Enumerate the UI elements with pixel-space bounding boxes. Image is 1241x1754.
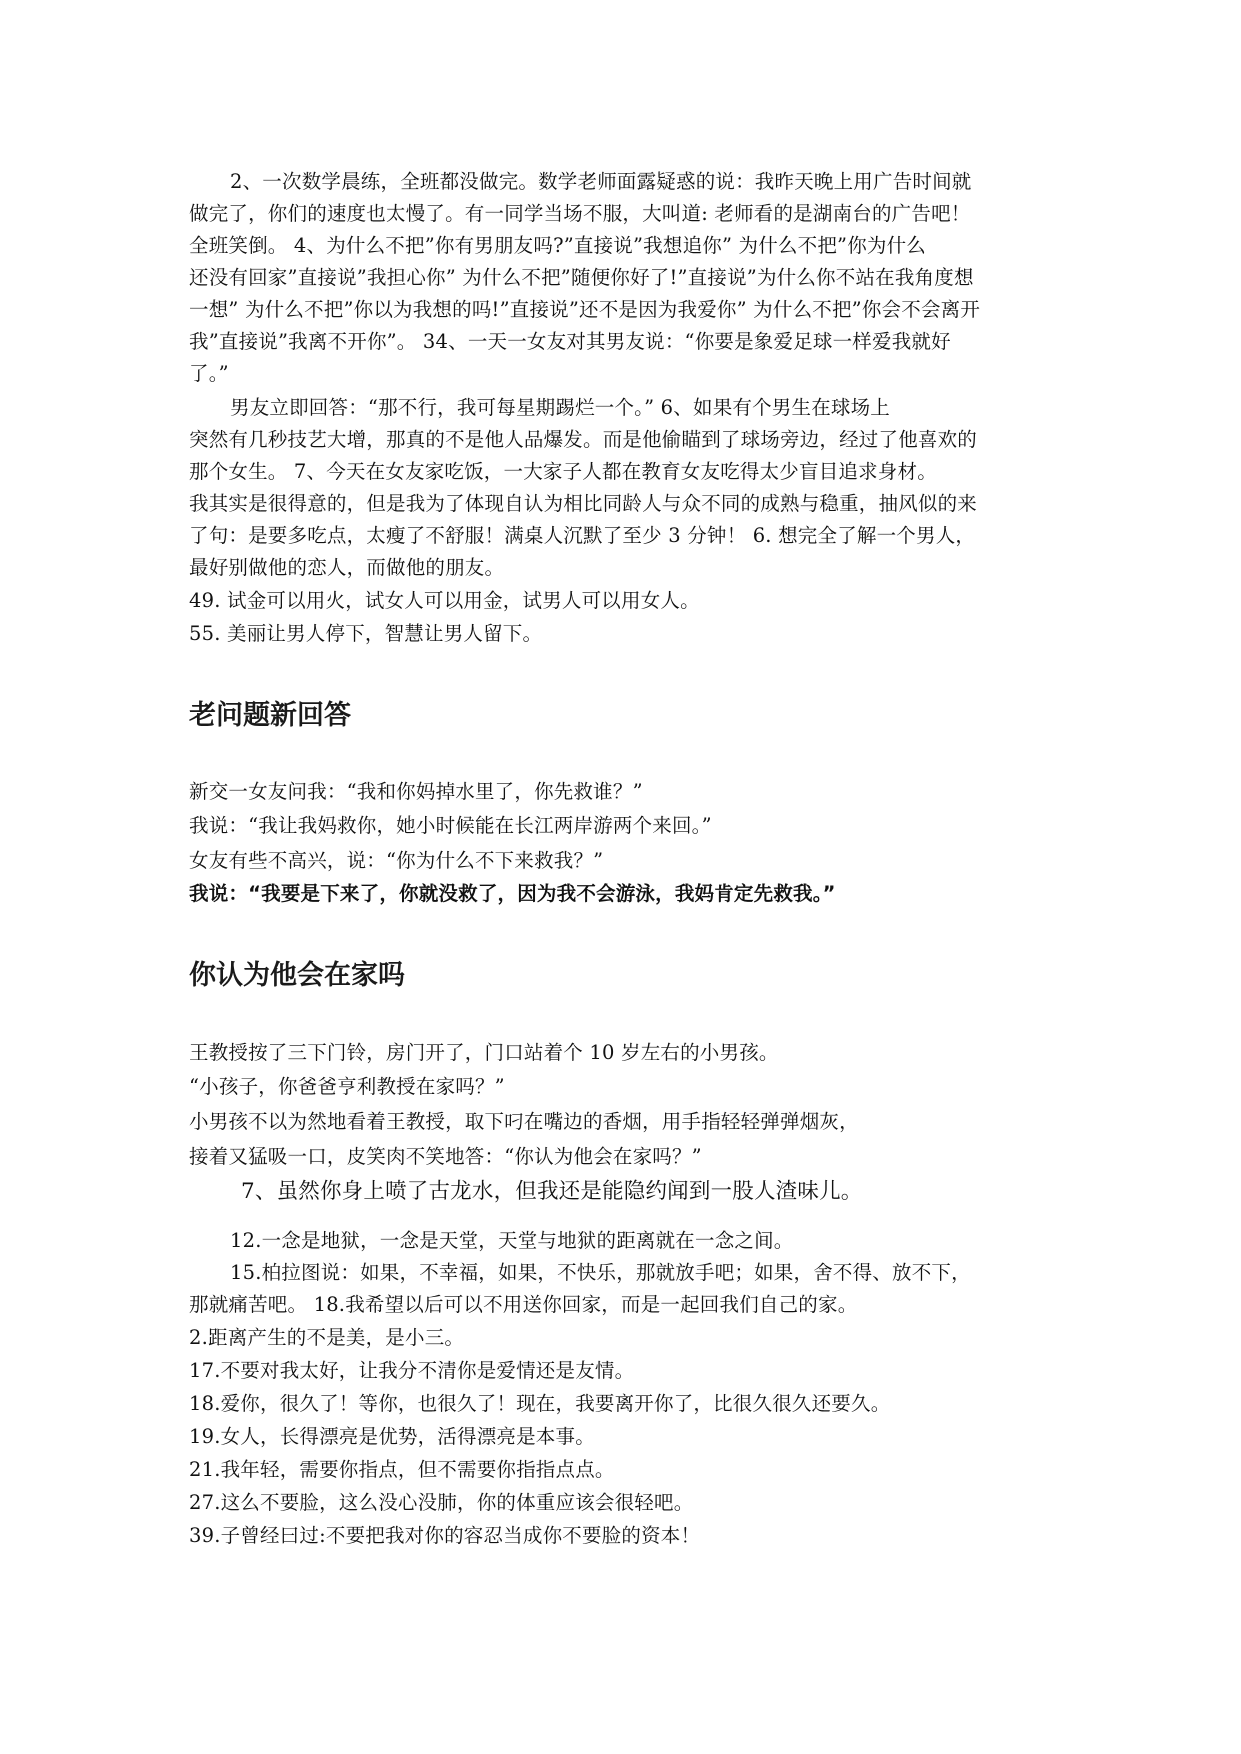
- paragraph-line: 王教授按了三下门铃，房门开了，门口站着个 10 岁左右的小男孩。: [189, 1041, 779, 1064]
- paragraph-line: 我说：“我让我妈救你，她小时候能在长江两岸游两个来回。”: [189, 814, 712, 837]
- paragraph-line: 做完了，你们的速度也太慢了。有一同学当场不服，大叫道: 老师看的是湖南台的广告吧！: [189, 202, 971, 225]
- paragraph-line: 12.一念是地狱，一念是天堂，天堂与地狱的距离就在一念之间。: [230, 1229, 794, 1252]
- paragraph-line: 了。”: [189, 362, 229, 385]
- paragraph-line: 了句：是要多吃点，太瘦了不舒服！满桌人沉默了至少 3 分钟！ 6. 想完全了解一个男人，: [189, 524, 976, 547]
- paragraph-line: 55. 美丽让男人停下，智慧让男人留下。: [189, 622, 543, 645]
- paragraph-line: 15.柏拉图说：如果，不幸福，如果，不快乐，那就放手吧；如果，舍不得、放不下，: [230, 1261, 971, 1284]
- paragraph-line: 最好别做他的恋人，而做他的朋友。: [189, 556, 505, 579]
- paragraph-line: 小男孩不以为然地看着王教授，取下叼在嘴边的香烟，用手指轻轻弹弹烟灰，: [189, 1110, 859, 1133]
- paragraph-line: 2.距离产生的不是美，是小三。: [189, 1326, 465, 1349]
- paragraph-line: 全班笑倒。 4、为什么不把”你有男朋友吗?”直接说”我想追你” 为什么不把”你为什么: [189, 234, 927, 257]
- paragraph-line: “小孩子，你爸爸亨利教授在家吗？”: [189, 1075, 505, 1098]
- paragraph-line: 突然有几秒技艺大增，那真的不是他人品爆发。而是他偷瞄到了球场旁边，经过了他喜欢的: [189, 428, 978, 451]
- paragraph-line: 49. 试金可以用火，试女人可以用金，试男人可以用女人。: [189, 589, 700, 612]
- paragraph-line: 一想” 为什么不把”你以为我想的吗!”直接说”还不是因为我爱你” 为什么不把”你会不会离开: [189, 298, 981, 321]
- paragraph-line: 那个女生。 7、今天在女友家吃饭，一大家子人都在教育女友吃得太少盲目追求身材。: [189, 460, 937, 483]
- section-heading: 你认为他会在家吗: [189, 960, 405, 991]
- paragraph-line: 新交一女友问我：“我和你妈掉水里了，你先救谁？”: [189, 780, 643, 803]
- paragraph-line: 18.爱你，很久了！等你，也很久了！现在，我要离开你了，比很久很久还要久。: [189, 1392, 891, 1415]
- paragraph-line: 女友有些不高兴，说：“你为什么不下来救我？”: [189, 849, 604, 872]
- paragraph-line: 接着又猛吸一口，皮笑肉不笑地答：“你认为他会在家吗？”: [189, 1145, 702, 1168]
- paragraph-line: 19.女人，长得漂亮是优势，活得漂亮是本事。: [189, 1425, 595, 1448]
- paragraph-line: 21.我年轻，需要你指点，但不需要你指指点点。: [189, 1458, 615, 1481]
- paragraph-line: 还没有回家”直接说”我担心你” 为什么不把”随便你好了!”直接说”为什么你不站在我角度想: [189, 266, 974, 289]
- paragraph-line: 27.这么不要脸，这么没心没肺，你的体重应该会很轻吧。: [189, 1491, 694, 1514]
- paragraph-line: 39.子曾经曰过:不要把我对你的容忍当成你不要脸的资本！: [189, 1524, 701, 1547]
- paragraph-line: 男友立即回答：“那不行，我可每星期踢烂一个。” 6、如果有个男生在球场上: [230, 396, 890, 419]
- paragraph-line: 17.不要对我太好，让我分不清你是爱情还是友情。: [189, 1359, 635, 1382]
- paragraph-line: 我其实是很得意的，但是我为了体现自认为相比同龄人与众不同的成熟与稳重，抽风似的来: [189, 492, 978, 515]
- paragraph-line: 2、一次数学晨练，全班都没做完。数学老师面露疑惑的说：我昨天晚上用广告时间就: [230, 170, 972, 193]
- paragraph-line: 那就痛苦吧。 18.我希望以后可以不用送你回家，而是一起回我们自己的家。: [189, 1293, 858, 1316]
- section-heading: 老问题新回答: [189, 700, 351, 731]
- paragraph-line: 我”直接说”我离不开你”。 34、一天一女友对其男友说：“你要是象爱足球一样爱我就好: [189, 330, 951, 353]
- paragraph-line-bold: 我说：“我要是下来了，你就没救了，因为我不会游泳，我妈肯定先救我。”: [189, 882, 836, 905]
- paragraph-line: 7、虽然你身上喷了古龙水，但我还是能隐约闻到一股人渣味儿。: [241, 1179, 863, 1204]
